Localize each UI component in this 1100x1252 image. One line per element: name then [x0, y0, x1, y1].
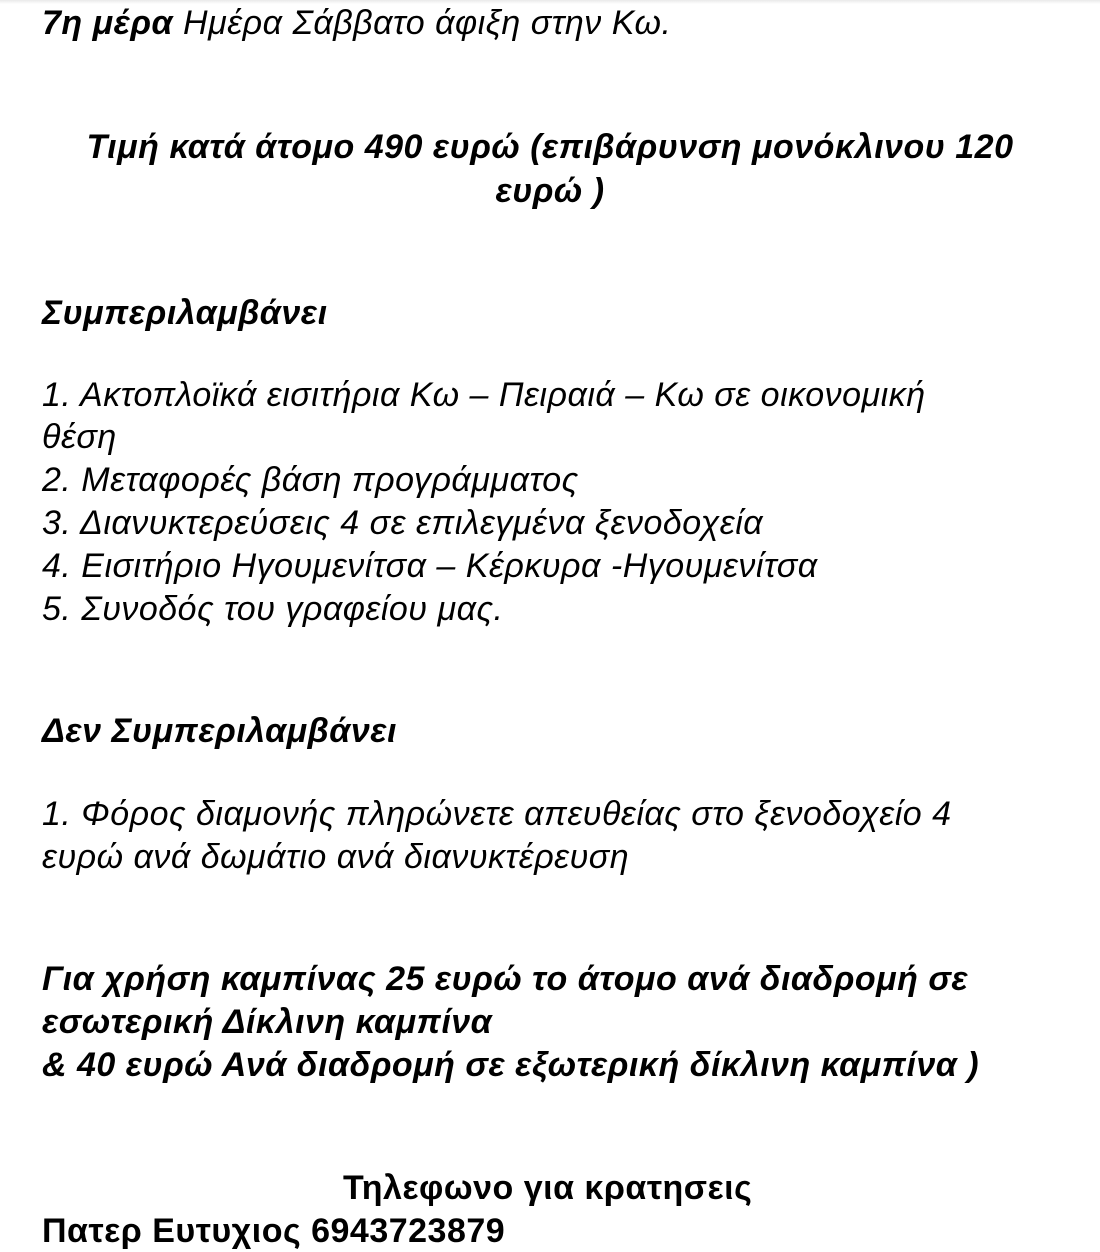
price-line-2: ευρώ ): [495, 172, 605, 210]
includes-item-1-cont: θέση: [42, 418, 117, 456]
includes-item-3: 3. Διανυκτερεύσεις 4 σε επιλεγμένα ξενοδοχεία: [42, 504, 764, 542]
excludes-item-1-cont: ευρώ ανά δωμάτιο ανά διανυκτέρευση: [42, 838, 630, 876]
excludes-heading: Δεν Συμπεριλαμβάνει: [42, 712, 397, 750]
includes-item-4: 4. Εισιτήριο Ηγουμενίτσα – Κέρκυρα -Ηγουμενίτσα: [42, 547, 818, 585]
cabin-line-2: εσωτερική Δίκλινη καμπίνα: [42, 1003, 493, 1041]
excludes-item-1: 1. Φόρος διαμονής πληρώνετε απευθείας στο ξενοδοχείο 4: [42, 795, 952, 833]
day7-label: 7η μέρα: [42, 4, 174, 42]
includes-item-2: 2. Μεταφορές βάση προγράμματος: [42, 461, 579, 499]
includes-item-1: 1. Ακτοπλοϊκά εισιτήρια Κω – Πειραιά – Κω σε οικονομική: [42, 376, 926, 414]
price-line-1: Τιμή κατά άτομο 490 ευρώ (επιβάρυνση μονόκλινου 120: [86, 128, 1014, 166]
includes-item-5: 5. Συνοδός του γραφείου μας.: [42, 590, 504, 628]
contact-person: Πατερ Ευτυχιος 6943723879: [42, 1212, 506, 1250]
cabin-line-3: & 40 ευρώ Ανά διαδρομή σε εξωτερική δίκλινη καμπίνα ): [42, 1046, 980, 1084]
day7-line: [42, 2, 671, 44]
day7-text: Ημέρα Σάββατο άφιξη στην Κω.: [173, 4, 672, 42]
cabin-line-1: Για χρήση καμπίνας 25 ευρώ το άτομο ανά διαδρομή σε: [42, 960, 969, 998]
contact-heading: Τηλεφωνο για κρατησεις: [343, 1169, 753, 1207]
includes-heading: Συμπεριλαμβάνει: [42, 294, 328, 332]
